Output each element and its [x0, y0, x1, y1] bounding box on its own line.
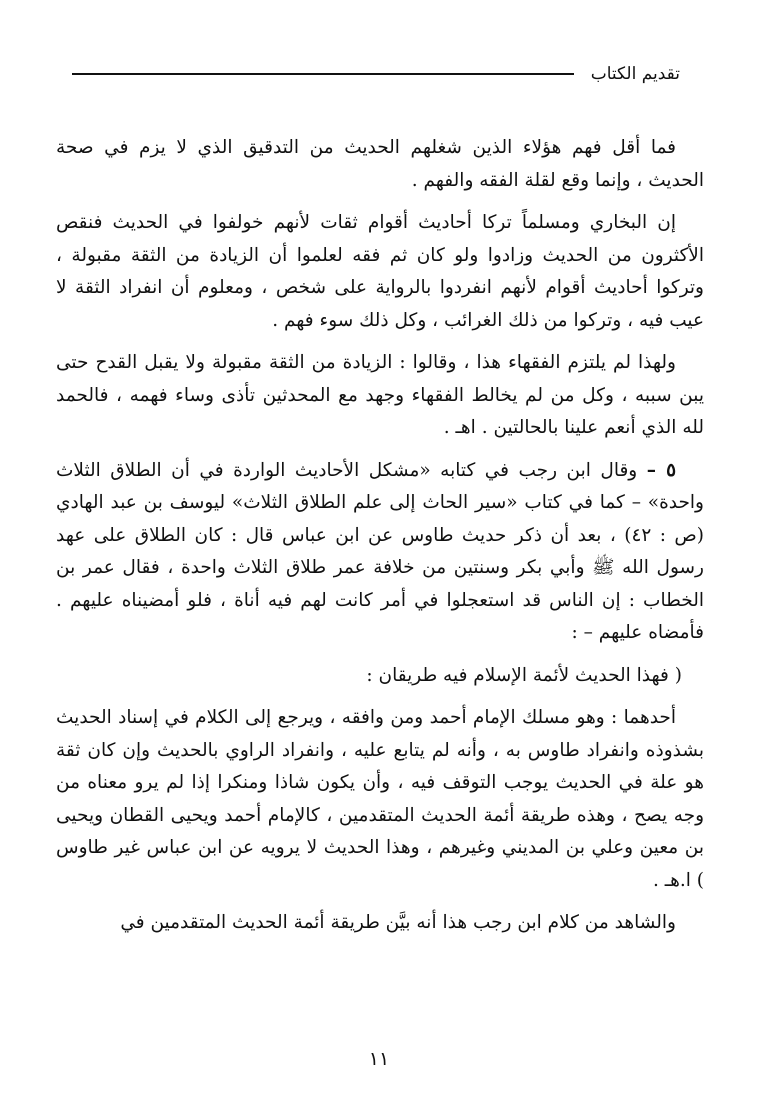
paragraph-5-text: وقال ابن رجب في كتابه «مشكل الأحاديث الواردة في أن الطلاق الثلاث واحدة» – كما في كتاب «سير الحاث إلى علم الطلاق الثلاث» ليوسف بن عبد الهادي (ص : ٤٢) ، بعد أن ذكر حديث طاوس عن ابن عباس قال : كان الطلاق على عهد رسول الله ﷺ وأبي بكر وسنتين من خلافة عمر طلاق الثلاث واحدة ، فقال عمر بن الخطاب : إن الناس قد استعجلوا في أمر كانت لهم فيه أناة ، فلو أمضيناه عليهم . فأمضاه عليهم – : [56, 459, 705, 643]
body-text [56, 132, 704, 950]
running-header [72, 62, 680, 90]
paragraph-3: ولهذا لم يلتزم الفقهاء هذا ، وقالوا : الزيادة من الثقة مقبولة ولا يقبل القدح حتى يبن سببه ، وكل من لم يخالط الفقهاء وجهد مع المحدثين تأذى وساء فهمه ، فالحمد لله الذي أنعم علينا بالحالتين . اهـ . [56, 352, 704, 438]
paragraph-2: إن البخاري ومسلماً تركا أحاديث أقوام ثقات لأنهم خولفوا في الحديث فنقص الأكثرون من الحديث وزادوا ولو كان ثم فقه لعلموا أن الزيادة من الثقة مقبولة ، وتركوا أحاديث أقوام لأنهم انفردوا بالرواية على شخص ، ومعلوم أن انفراد الثقة لا عيب فيه ، وتركوا من ذلك الغرائب ، وكل ذلك سوء فهم . [56, 212, 704, 331]
paragraph-conclusion: والشاهد من كلام ابن رجب هذا أنه بيَّن طريقة أئمة الحديث المتقدمين في [120, 912, 676, 933]
paragraph-5 [56, 455, 704, 650]
running-title: تقديم الكتاب [590, 64, 680, 84]
paragraph-first-way: أحدهما : وهو مسلك الإمام أحمد ومن وافقه ، ويرجع إلى الكلام في إسناد الحديث بشذوذه وانفراد طاوس به ، وأنه لم يتابع عليه ، وانفراد الراوي بالحديث وإن كان ثقة هو علة في الحديث يوجب التوقف فيه ، وأن يكون شاذا ومنكرا إذا لم يرو معناه من وجه يصح ، وهذه طريقة أئمة الحديث المتقدمين ، كالإمام أحمد ويحيى القطان ويحيى بن معين وعلي بن المديني وغيرهم ، وهذا الحديث لا يرويه عن ابن عباس غير طاوس ) ا.هـ . [56, 707, 704, 891]
paragraph-number: ٥ – [646, 459, 676, 481]
header-rule [72, 73, 574, 75]
page-number: ١١ [368, 1048, 390, 1070]
quote-intro: ( فهذا الحديث لأئمة الإسلام فيه طريقان : [366, 664, 682, 686]
paragraph-1: فما أقل فهم هؤلاء الذين شغلهم الحديث من التدقيق الذي لا يزم في صحة الحديث ، وإنما وقع لقلة الفقه والفهم . [56, 137, 704, 191]
